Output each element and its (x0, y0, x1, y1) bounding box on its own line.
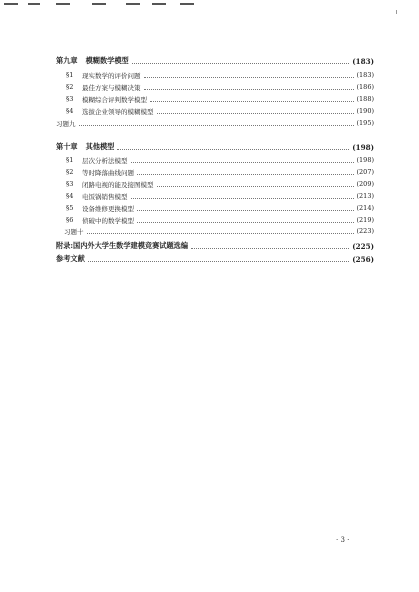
leader-dots (137, 210, 354, 211)
section-title: 设备维修更换模型 (82, 204, 134, 213)
section-title: 最佳方案与模糊决策 (82, 83, 141, 92)
section-number: §5 (66, 204, 74, 212)
section-title: 等时降落曲线问题 (82, 168, 134, 177)
page-ref: (198) (356, 156, 374, 164)
leader-dots (137, 174, 354, 175)
exercise-title: 习题十 (64, 227, 84, 236)
page-ref: (186) (356, 83, 374, 91)
page-ref: (219) (356, 216, 374, 224)
section-number: §6 (66, 216, 74, 224)
toc-exercise-10[interactable] (64, 225, 374, 237)
toc-section[interactable] (66, 166, 374, 178)
leader-dots (157, 113, 354, 114)
page-ref: (225) (352, 241, 374, 251)
chapter-label: 第九章 (56, 56, 78, 65)
page-ref: (188) (356, 95, 374, 103)
appendix-title: 附录:国内外大学生数学建模竞赛试题选编 (56, 241, 189, 250)
exercise-title: 习题九 (56, 119, 76, 128)
page-ref: (213) (356, 192, 374, 200)
leader-dots (191, 248, 349, 249)
toc-section[interactable] (66, 178, 374, 190)
leader-dots (131, 162, 354, 163)
section-number: §2 (66, 83, 74, 91)
toc-section[interactable] (66, 154, 374, 166)
page-ref: (214) (356, 204, 374, 212)
toc-references[interactable] (56, 253, 374, 265)
scan-edge-mark (396, 10, 397, 14)
chapter-title: 模糊数学模型 (85, 56, 129, 65)
page-ref: (207) (356, 168, 374, 176)
leader-dots (150, 101, 354, 102)
toc-chapter-9[interactable] (56, 55, 374, 67)
leader-dots (137, 222, 354, 223)
leader-dots (144, 89, 354, 90)
section-title: 模糊综合评判数学模型 (82, 95, 147, 104)
page-number: · 3 · (336, 536, 350, 544)
section-title: 现实数学的评价问题 (82, 71, 141, 80)
section-title: 选拔企业领导的模糊模型 (82, 107, 154, 116)
page-ref: (190) (356, 107, 374, 115)
page-ref: (198) (352, 142, 374, 152)
section-title: 层次分析法模型 (82, 156, 128, 165)
page-ref: (223) (356, 227, 374, 235)
leader-dots (117, 149, 349, 150)
leader-dots (79, 125, 354, 126)
leader-dots (131, 198, 354, 199)
section-title: 闭路电视的能及接图模型 (82, 180, 154, 189)
leader-dots (87, 233, 354, 234)
section-number: §4 (66, 107, 74, 115)
section-number: §1 (66, 156, 74, 164)
page-ref: (256) (352, 254, 374, 264)
toc-section[interactable] (66, 202, 374, 214)
toc-section[interactable] (66, 69, 374, 81)
section-title: 侦破中的数学模型 (82, 216, 134, 225)
scan-artifact-top (0, 0, 419, 8)
toc-section[interactable] (66, 81, 374, 93)
page-ref: (183) (356, 71, 374, 79)
section-number: §2 (66, 168, 74, 176)
section-number: §3 (66, 180, 74, 188)
chapter-label: 第十章 (56, 142, 78, 151)
toc-section[interactable] (66, 93, 374, 105)
leader-dots (132, 63, 349, 64)
section-number: §1 (66, 71, 74, 79)
leader-dots (157, 186, 354, 187)
toc-exercise-9[interactable] (56, 117, 374, 129)
toc-section[interactable] (66, 190, 374, 202)
page-ref: (183) (352, 56, 374, 66)
section-title: 电饭锅销售模型 (82, 192, 128, 201)
page-ref: (209) (356, 180, 374, 188)
references-title: 参考文献 (56, 254, 85, 263)
section-number: §4 (66, 192, 74, 200)
section-number: §3 (66, 95, 74, 103)
chapter-title: 其他模型 (85, 142, 115, 151)
leader-dots (144, 77, 354, 78)
toc-section[interactable] (66, 105, 374, 117)
page-ref: (195) (356, 119, 374, 127)
leader-dots (88, 261, 349, 262)
toc-chapter-10[interactable] (56, 141, 374, 153)
toc-appendix[interactable] (56, 240, 374, 252)
